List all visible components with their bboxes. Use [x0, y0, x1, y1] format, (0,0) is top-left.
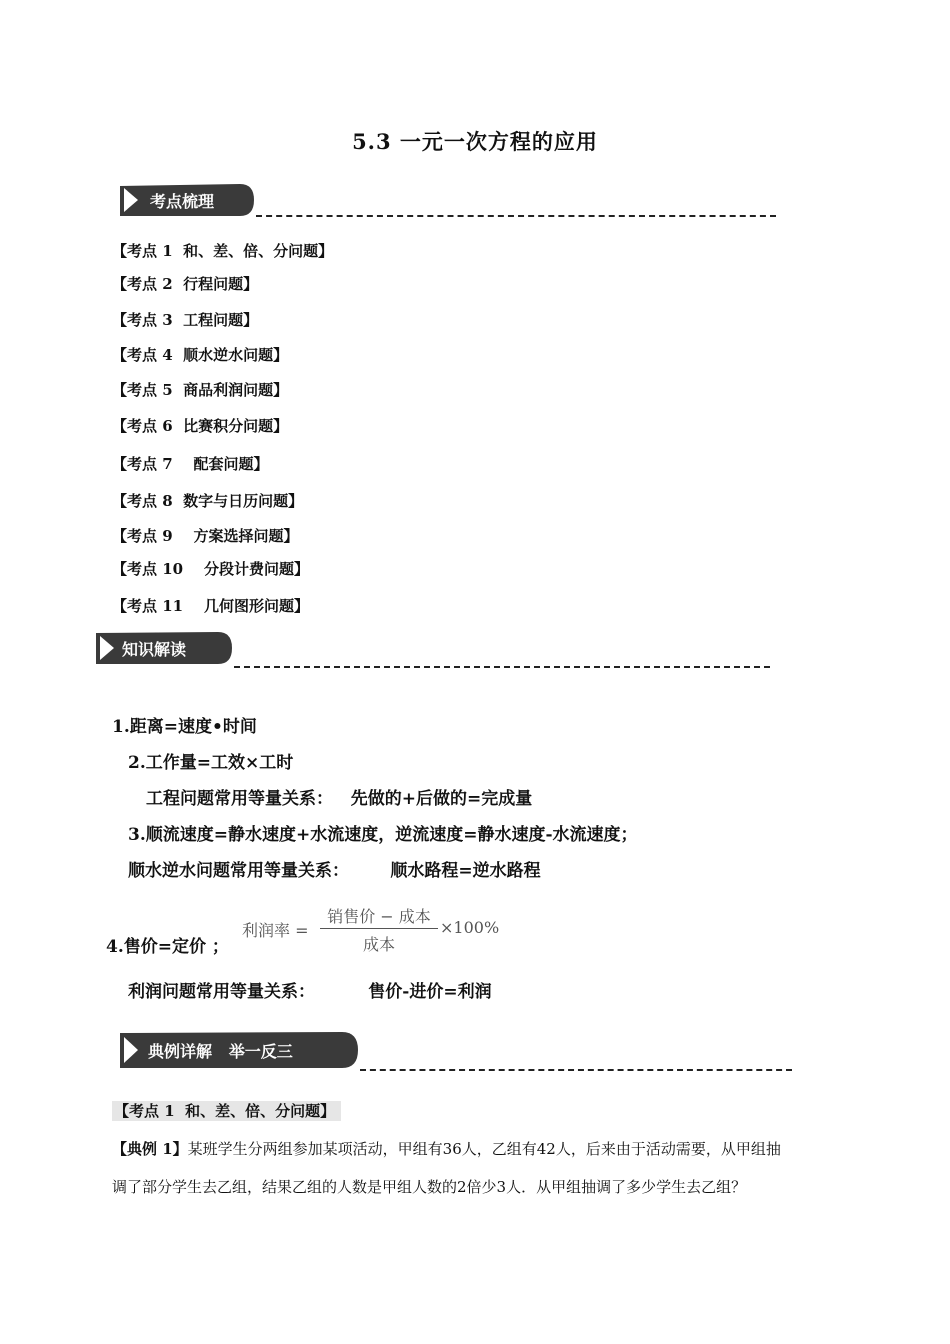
section-banner-zhishi: [92, 630, 234, 664]
kaodian-item-9: 【考点 9 方案选择问题】: [112, 527, 299, 545]
banner-divider: [256, 215, 776, 217]
banner-divider: [234, 666, 770, 668]
kaodian-item-6: 【考点 6 比赛积分问题】: [112, 417, 289, 435]
banner-label: 考点梳理: [150, 192, 215, 211]
kaodian-item-11: 【考点 11 几何图形问题】: [112, 597, 309, 615]
example-1-line-2: 调了部分学生去乙组，结果乙组的人数是甲组人数的2倍少3人．从甲组抽调了多少学生去乙组？: [112, 1178, 747, 1196]
formula-denominator: 成本: [362, 935, 395, 954]
kaodian-item-5: 【考点 5 商品利润问题】: [112, 381, 289, 399]
fraction-bar: [320, 928, 438, 929]
formula-numerator: 销售价 − 成本: [327, 907, 431, 926]
kaodian-item-3: 【考点 3 工程问题】: [112, 311, 259, 329]
knowledge-line-price: 4.售价=定价 ；: [106, 937, 229, 957]
kaodian-item-8: 【考点 8 数字与日历问题】: [112, 492, 304, 510]
kaodian-item-1: 【考点 1 和、差、倍、分问题】: [112, 242, 334, 260]
section-banner-dianli: [116, 1030, 360, 1064]
knowledge-line-profit-relation: 利润问题常用等量关系： 售价-进价=利润: [128, 982, 492, 1002]
banner-label: 知识解读: [122, 640, 187, 659]
kaodian-item-10: 【考点 10 分段计费问题】: [112, 560, 309, 578]
section-banner-kaodian: [116, 182, 256, 216]
example-tag: 【典例 1】: [112, 1140, 188, 1158]
formula-times: ×100%: [440, 918, 500, 937]
banner-shape: [116, 182, 256, 218]
formula-label: 利润率 =: [242, 921, 309, 940]
banner-divider: [360, 1069, 792, 1071]
example-1-line-1: [112, 1139, 781, 1159]
kaodian-item-2: 【考点 2 行程问题】: [112, 275, 259, 293]
kaodian-item-7: 【考点 7 配套问题】: [112, 455, 269, 473]
page-title: 5.3 一元一次方程的应用: [352, 129, 598, 154]
knowledge-line-work: 2.工作量=工效×工时: [128, 753, 294, 773]
knowledge-line-stream-speed: 3.顺流速度=静水速度+水流速度，逆流速度=静水速度-水流速度；: [128, 825, 638, 845]
knowledge-line-work-relation: 工程问题常用等量关系： 先做的+后做的=完成量: [146, 789, 533, 809]
banner-shape: [116, 1030, 360, 1070]
banner-label: 典例详解 举一反三: [148, 1042, 293, 1061]
knowledge-line-distance: 1.距离=速度•时间: [112, 717, 257, 737]
kaodian-item-4: 【考点 4 顺水逆水问题】: [112, 346, 289, 364]
section-tag-kaodian-1: 【考点 1 和、差、倍、分问题】: [112, 1101, 341, 1121]
example-text-1: 某班学生分两组参加某项活动，甲组有36人，乙组有42人，后来由于活动需要，从甲组抽: [187, 1140, 781, 1158]
knowledge-line-stream-relation: 顺水逆水问题常用等量关系： 顺水路程=逆水路程: [128, 861, 541, 881]
banner-shape: [92, 630, 234, 666]
